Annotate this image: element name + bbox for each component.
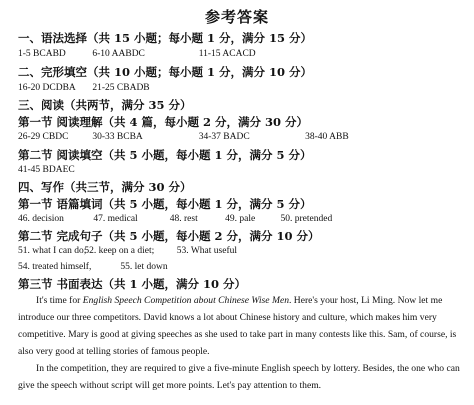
essay-text: In the competition, they are required to give a five-minute English speech by lottery. Besides, the one who can give the speech without script will get more points. Let's pay attention to them. — [18, 363, 460, 391]
answer-item: 11-15 ACACD — [198, 49, 256, 59]
answer-item: 53. What useful — [176, 246, 237, 256]
competition-name: English Speech Competition about Chinese Wise Men — [82, 295, 289, 306]
section-4-part-2-answers-row-1 — [18, 246, 237, 256]
answer-item: 1-5 BCABD — [18, 49, 66, 59]
answer-item: 16-20 DCDBA — [18, 83, 76, 93]
essay-paragraph-2 — [18, 360, 460, 394]
section-4-heading: 四、写作（共三节，满分 30 分） — [18, 180, 192, 194]
section-4-part-1-heading: 第一节 语篇填词（共 5 小题，每小题 1 分，满分 5 分） — [18, 197, 312, 211]
essay-paragraph-1 — [18, 292, 460, 360]
answer-item: 30-33 BCBA — [92, 132, 143, 142]
essay-text: . Here's your host, Li Ming. Now let me introduce our three competitors. David knows a lot about Chinese history and culture, which makes him very competitive. Mary is good at giving speeches as she used to take part in many contests like this. Sam, of course, is also very good at telling stories of famous people. — [18, 295, 457, 357]
answer-item: 52. keep on a diet; — [84, 246, 155, 256]
answer-item: 54. treated himself, — [18, 262, 92, 272]
answer-item: 50. pretended — [280, 214, 333, 224]
answer-item: 47. medical — [93, 214, 138, 224]
section-3-heading: 三、阅读（共两节，满分 35 分） — [18, 98, 192, 112]
section-4-part-2-answers-row-2 — [18, 262, 168, 272]
answer-item: 48. rest — [169, 214, 198, 224]
section-3-part-2-answers — [18, 165, 75, 175]
section-3-part-1-answers — [18, 132, 349, 142]
answer-item: 21-25 CBADB — [92, 83, 150, 93]
answer-item: 34-37 BADC — [198, 132, 250, 142]
answer-item: 38-40 ABB — [305, 132, 349, 142]
answer-item: 26-29 CBDC — [18, 132, 69, 142]
page-title: 参考答案 — [204, 8, 269, 26]
section-3-part-2-heading: 第二节 阅读填空（共 5 小题，每小题 1 分，满分 5 分） — [18, 148, 312, 162]
section-1-heading: 一、语法选择（共 15 小题；每小题 1 分，满分 15 分） — [18, 31, 313, 45]
section-2-answers — [18, 83, 150, 93]
section-4-part-2-heading: 第二节 完成句子（共 5 小题，每小题 2 分，满分 10 分） — [18, 229, 320, 243]
section-1-answers — [18, 49, 256, 59]
section-4-part-1-answers — [18, 214, 332, 224]
section-4-part-3-heading: 第三节 书面表达（共 1 小题，满分 10 分） — [18, 277, 247, 291]
answer-item: 55. let down — [120, 262, 168, 272]
answer-item: 6-10 AABDC — [92, 49, 145, 59]
answer-item: 51. what I can do; — [18, 246, 87, 256]
answer-item: 41-45 BDAEC — [18, 165, 75, 175]
essay-text: It's time for — [36, 295, 83, 306]
section-3-part-1-heading: 第一节 阅读理解（共 4 篇，每小题 2 分，满分 30 分） — [18, 115, 309, 129]
answer-item: 46. decision — [18, 214, 64, 224]
section-2-heading: 二、完形填空（共 10 小题；每小题 1 分，满分 10 分） — [18, 65, 313, 79]
answer-item: 49. pale — [225, 214, 256, 224]
